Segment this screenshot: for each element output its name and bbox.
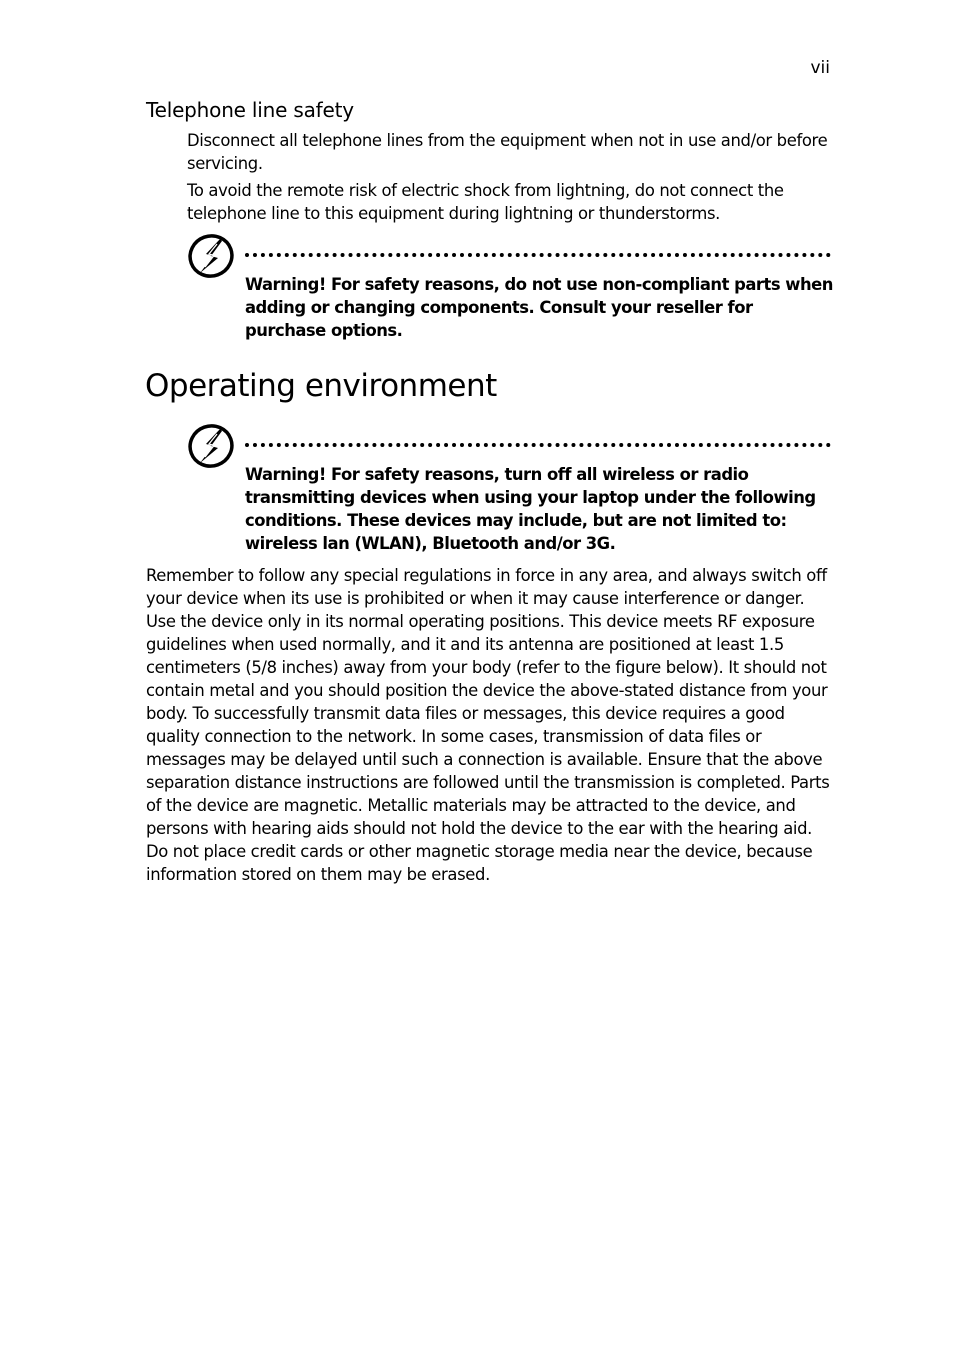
operating-environment-heading: Operating environment [145, 368, 497, 404]
telephone-safety-heading: Telephone line safety [146, 98, 354, 122]
operating-environment-body: Remember to follow any special regulations in force in any area, and always switch off your device when its use is prohibited or when it may cause interference or danger. Use the device only in its normal operating positions. This device meets RF exposure guidelines when used normally, and it and its antenna are positioned at least 1.5 centimeters (5/8 inches) away from your body (refer to the figure below). It should not contain metal and you should position the device the above-stated distance from your body. To successfully transmit data files or messages, this device requires a good quality connection to the network. In some cases, transmission of data files or messages may be delayed until such a connection is available. Ensure that the above separation distance instructions are followed until the transmission is completed. Parts of the device are magnetic. Metallic materials may be attracted to the device, and persons with hearing aids should not hold the device to the ear with the hearing aid. Do not place credit cards or other magnetic storage media near the device, because information stored on them may be erased. [146, 566, 830, 884]
lightning-warning-icon [187, 232, 235, 280]
page-number: vii [810, 58, 830, 78]
warning-text: Warning! For safety reasons, do not use non-compliant parts when adding or changing components. Consult your reseller for purchase options. [245, 275, 833, 340]
warning-dotted-rule [245, 443, 831, 447]
lightning-warning-icon [187, 422, 235, 470]
telephone-paragraph-disconnect: Disconnect all telephone lines from the equipment when not in use and/or before servicing. [187, 131, 828, 173]
telephone-paragraph-lightning: To avoid the remote risk of electric shock from lightning, do not connect the telephone line to this equipment during lightning or thunderstorms. [187, 181, 784, 223]
warning-dotted-rule [245, 253, 831, 257]
warning-text: Warning! For safety reasons, turn off all wireless or radio transmitting devices when using your laptop under the following conditions. These devices may include, but are not limited to: wireless lan (WLAN), Bluetooth and/or 3G. [245, 465, 816, 553]
